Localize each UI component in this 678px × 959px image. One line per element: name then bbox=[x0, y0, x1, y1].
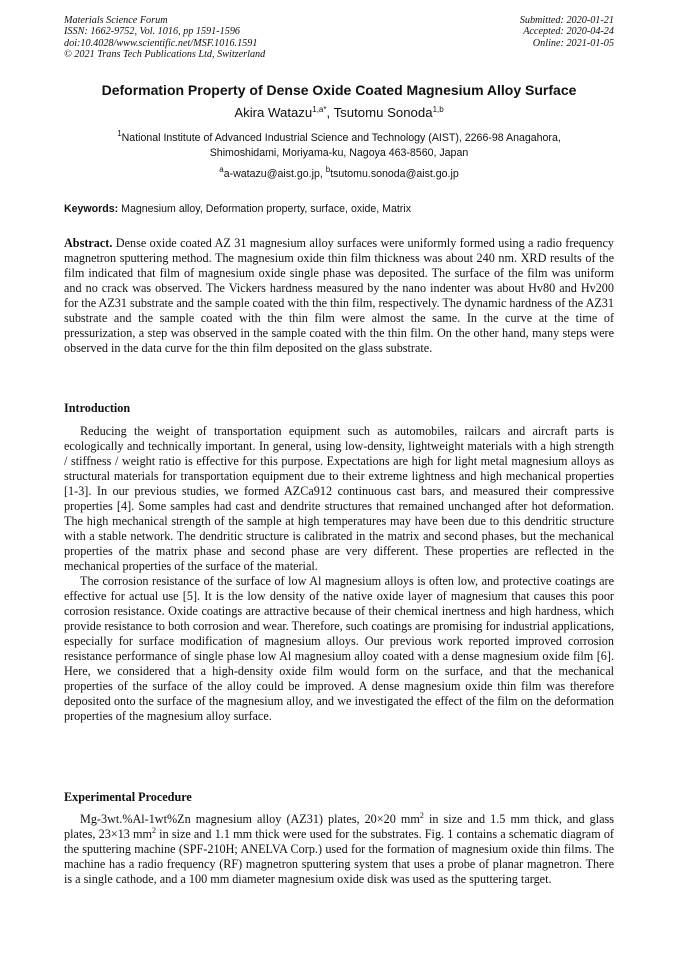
affiliation-mark: 1 bbox=[117, 129, 122, 138]
email-mark: b bbox=[325, 165, 331, 174]
email-mark: a bbox=[219, 165, 224, 174]
issn-line: ISSN: 1662-9752, Vol. 1016, pp 1591-1596 bbox=[64, 26, 241, 38]
author-emails bbox=[20, 165, 658, 181]
email-link[interactable]: tsutomu.sonoda@aist.go.jp bbox=[330, 168, 459, 180]
paragraph: The corrosion resistance of the surface of low Al magnesium alloys is often low, and protective coatings are effective for actual use [5]. It is the low density of the native oxide layer of magnesium that causes this poor corrosion resistance. Oxide coatings are attractive because of their chemical inertness and high hardness, which provide resistance to both corrosion and wear. Therefore, such coatings are promising for industrial applications, especially for surface modification of magnesium alloys. Our previous work reported improved corrosion resistance performance of single phase low Al magnesium alloy coated with a dense magnesium oxide film [6]. Here, we considered that a high-density oxide film would form on the surface, and that the mechanical properties of the surface of the alloy could be improved. A dense magnesium oxide thin film was therefore deposited onto the surface of the magnesium alloy, and we investigated the effect of the film on the deformation properties of the magnesium alloy surface. bbox=[64, 574, 614, 723]
keywords-text: Magnesium alloy, Deformation property, surface, oxide, Matrix bbox=[118, 203, 411, 215]
experimental-body bbox=[64, 812, 614, 887]
journal-info bbox=[64, 15, 265, 60]
submission-dates bbox=[520, 15, 614, 49]
submitted-date: Submitted: 2020-01-21 bbox=[519, 15, 614, 26]
paragraph: Reducing the weight of transportation equipment such as automobiles, railcars and aircraft parts is ecologically and technically important. In general, using low-density, lightweight materials with a high strength / stiffness / weight ratio is effective for this purpose. Expectations are high for light metal magnesium alloys as structural materials for transportation equipment due to their extreme lightness and high mechanical properties [1-3]. In our previous studies, we formed AZCa912 continuous cast bars, and measured their compressive properties [4]. Some samples had cast and dendrite structures that remained unchanged after hot deformation. The high mechanical strength of the sample at high temperatures may have been due to this dendritic structure with a stable network. The dendritic structure is calibrated in the matrix and second phases, but the mechanical properties of the matrix phase and second phase are very different. These properties are reflected in the mechanical properties of the surface of the material. bbox=[64, 424, 614, 573]
copyright-line: © 2021 Trans Tech Publications Ltd, Switzerland bbox=[64, 48, 266, 60]
author-separator: , bbox=[326, 105, 334, 120]
author-affil-mark: 1,a* bbox=[312, 105, 327, 114]
paper-title: Deformation Property of Dense Oxide Coated Magnesium Alloy Surface bbox=[101, 82, 577, 98]
paragraph: Mg-3wt.%Al-1wt%Zn magnesium alloy (AZ31) plates, 20×20 $mm^2$ in size and 1.5 mm thick, and glass plates, 23×13 $mm^2$ in size and 1.1 mm thick were used for the substrates. Fig. 1 contains a schematic diagram of the sputtering machine (SPF-210H; ANELVA Corp.) used for the formation of magnesium oxide thin films. The machine has a radio frequency (RF) magnetron sputtering system that uses a probe of planar magnetron. There is a single cathode, and a 100 mm diameter magnesium oxide disk was used as the sputtering target. bbox=[64, 811, 614, 886]
author-name: Tsutomu Sonoda bbox=[333, 105, 433, 120]
online-date: Online: 2021-01-05 bbox=[532, 37, 614, 49]
keywords-label: Keywords: bbox=[64, 203, 119, 215]
author-name: Akira Watazu bbox=[234, 105, 313, 120]
section-heading-experimental: Experimental Procedure bbox=[64, 790, 192, 804]
email-link[interactable]: a-watazu@aist.go.jp, bbox=[223, 168, 326, 180]
abstract bbox=[64, 236, 614, 356]
keywords bbox=[64, 203, 411, 216]
introduction-body bbox=[64, 424, 614, 724]
affiliation-line: Shimoshidami, Moriyama-ku, Nagoya 463-8560, Japan bbox=[209, 147, 469, 159]
abstract-label: Abstract. bbox=[64, 236, 113, 250]
affiliation-line: $^1$National Institute of Advanced Industrial Science and Technology (AIST), 2266-98 Anagahora, bbox=[117, 129, 561, 144]
author-affil-mark: 1,b bbox=[432, 105, 444, 114]
abstract-text: Dense oxide coated AZ 31 magnesium alloy surfaces were uniformly formed using a radio frequency magnetron sputtering method. The magnesium oxide thin film thickness was about 240 nm. XRD results of the film indicated that film of magnesium oxide single phase was deposited. The surface of the film was uniform and no crack was observed. The Vickers hardness measured by the nano indenter was about Hv80 and Hv200 for the AZ31 substrate and the sample coated with the thin film, respectively. The dynamic hardness of the AZ31 substrate and the sample coated with the thin film were almost the same. In the curve at the time of pressurization, a step was observed in the sample coated with the thin film. On the other hand, many steps were observed in the data curve for the thin film deposited on the glass substrate. bbox=[64, 236, 614, 355]
affiliation bbox=[40, 131, 638, 161]
journal-name: Materials Science Forum bbox=[64, 15, 168, 26]
section-heading-introduction: Introduction bbox=[64, 401, 131, 415]
doi-line: doi:10.4028/www.scientific.net/MSF.1016.1591 bbox=[64, 37, 258, 49]
author-list bbox=[20, 105, 658, 121]
accepted-date: Accepted: 2020-04-24 bbox=[523, 26, 614, 38]
